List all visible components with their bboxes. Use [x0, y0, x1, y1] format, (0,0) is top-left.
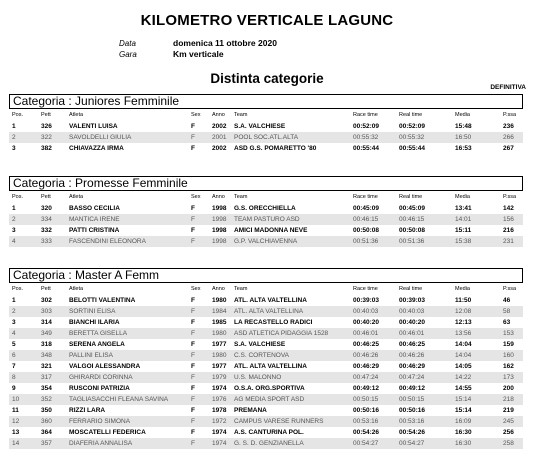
cell-anno: 2001	[212, 134, 227, 141]
cell-punti: 258	[503, 440, 514, 447]
column-header-punti: P.ssa	[503, 112, 517, 118]
cell-pos: 2	[12, 134, 16, 141]
cell-pos: 1	[12, 123, 16, 130]
cell-atleta: GHIRARDI CORINNA	[69, 374, 133, 381]
cell-punti: 173	[503, 374, 514, 381]
cell-sex: F	[191, 297, 195, 304]
table-row	[9, 339, 523, 350]
cell-pos: 6	[12, 352, 16, 359]
cell-race: 00:47:24	[353, 374, 379, 381]
cell-anno: 1974	[212, 385, 227, 392]
cell-race: 00:55:44	[353, 145, 380, 152]
table-row	[9, 416, 523, 427]
table-row	[9, 438, 523, 449]
cell-media: 14:05	[455, 363, 472, 370]
cell-punti: 219	[503, 407, 514, 414]
cell-race: 00:46:25	[353, 341, 380, 348]
cell-pos: 3	[12, 145, 16, 152]
cell-pos: 4	[12, 238, 16, 245]
cell-anno: 1984	[212, 308, 227, 315]
cell-race: 00:53:16	[353, 418, 379, 425]
cell-atleta: RUSCONI PATRIZIA	[69, 385, 130, 392]
cell-pos: 9	[12, 385, 16, 392]
cell-pett: 382	[41, 145, 52, 152]
table-row	[9, 350, 523, 361]
cell-team: C.S. CORTENOVA	[234, 352, 290, 359]
cell-real: 00:39:03	[399, 297, 426, 304]
table-row	[9, 132, 523, 143]
cell-sex: F	[191, 341, 195, 348]
cell-punti: 153	[503, 330, 514, 337]
column-header-sex: Sex	[191, 286, 201, 292]
cell-atleta: SORTINI ELISA	[69, 308, 116, 315]
cell-race: 00:55:32	[353, 134, 379, 141]
column-header-anno: Anno	[212, 194, 225, 200]
table-row	[9, 143, 523, 154]
table-row	[9, 295, 523, 306]
cell-race: 00:54:27	[353, 440, 379, 447]
cell-race: 00:46:29	[353, 363, 380, 370]
cell-team: POOL SOC.ATL.ALTA	[234, 134, 299, 141]
data-label: Data	[119, 39, 136, 48]
cell-sex: F	[191, 330, 195, 337]
table-row	[9, 383, 523, 394]
cell-pos: 1	[12, 205, 16, 212]
column-header-real: Real time	[399, 286, 423, 292]
cell-punti: 58	[503, 308, 511, 315]
cell-atleta: BELOTTI VALENTINA	[69, 297, 136, 304]
cell-anno: 1979	[212, 374, 227, 381]
cell-anno: 1978	[212, 407, 227, 414]
cell-media: 13:41	[455, 205, 472, 212]
cell-team: AG MEDIA SPORT ASD	[234, 396, 305, 403]
cell-atleta: FERRARIO SIMONA	[69, 418, 131, 425]
cell-pett: 333	[41, 238, 52, 245]
cell-punti: 236	[503, 123, 514, 130]
column-header-pett: Pett	[41, 194, 51, 200]
cell-media: 14:01	[455, 216, 472, 223]
cell-race: 00:45:09	[353, 205, 380, 212]
cell-media: 16:30	[455, 429, 472, 436]
cell-real: 00:51:36	[399, 238, 425, 245]
column-header-atleta: Atleta	[69, 194, 84, 200]
cell-atleta: PATTI CRISTINA	[69, 227, 120, 234]
column-header-row	[9, 111, 523, 120]
cell-sex: F	[191, 418, 195, 425]
table-row	[9, 236, 523, 247]
cell-real: 00:50:16	[399, 407, 426, 414]
cell-real: 00:55:32	[399, 134, 425, 141]
cell-team: ATL. ALTA VALTELLINA	[234, 363, 307, 370]
cell-anno: 1998	[212, 238, 227, 245]
cell-pos: 10	[12, 396, 20, 403]
cell-race: 00:40:03	[353, 308, 379, 315]
cell-race: 00:39:03	[353, 297, 380, 304]
cell-atleta: CHIAVAZZA IRMA	[69, 145, 124, 152]
cell-pett: 318	[41, 341, 52, 348]
cell-pos: 12	[12, 418, 20, 425]
cell-media: 16:09	[455, 418, 472, 425]
cell-punti: 256	[503, 429, 514, 436]
cell-race: 00:46:01	[353, 330, 379, 337]
cell-real: 00:40:03	[399, 308, 425, 315]
cell-media: 14:22	[455, 374, 472, 381]
cell-real: 00:55:44	[399, 145, 426, 152]
cell-sex: F	[191, 363, 195, 370]
definitiva-label: DEFINITIVA	[490, 84, 526, 91]
cell-anno: 1980	[212, 330, 227, 337]
table-row	[9, 427, 523, 438]
cell-sex: F	[191, 440, 195, 447]
cell-media: 16:30	[455, 440, 472, 447]
column-header-pos: Pos.	[12, 286, 24, 292]
cell-team: ASD ATLETICA PIDAGGIA 1528	[234, 330, 329, 337]
cell-media: 14:04	[455, 352, 472, 359]
cell-real: 00:53:16	[399, 418, 425, 425]
cell-atleta: BERETTA GISELLA	[69, 330, 128, 337]
cell-team: PREMANA	[234, 407, 267, 414]
cell-real: 00:46:29	[399, 363, 426, 370]
cell-media: 12:13	[455, 319, 472, 326]
table-row	[9, 306, 523, 317]
cell-pos: 14	[12, 440, 20, 447]
gara-value: Km verticale	[173, 49, 224, 59]
cell-sex: F	[191, 407, 195, 414]
cell-media: 14:55	[455, 385, 472, 392]
cell-atleta: FASCENDINI ELEONORA	[69, 238, 146, 245]
cell-pos: 1	[12, 297, 16, 304]
cell-sex: F	[191, 145, 195, 152]
cell-real: 00:46:26	[399, 352, 425, 359]
cell-atleta: SERENA ANGELA	[69, 341, 125, 348]
cell-atleta: DIAFERIA ANNALISA	[69, 440, 133, 447]
column-header-media: Media	[455, 194, 470, 200]
table-row	[9, 361, 523, 372]
cell-media: 15:48	[455, 123, 472, 130]
cell-pos: 8	[12, 374, 16, 381]
cell-pos: 7	[12, 363, 16, 370]
cell-team: O.S.A. ORG.SPORTIVA	[234, 385, 305, 392]
data-value: domenica 11 ottobre 2020	[173, 38, 277, 48]
cell-real: 00:46:01	[399, 330, 425, 337]
cell-pett: 357	[41, 440, 52, 447]
cell-atleta: MOSCATELLI FEDERICA	[69, 429, 146, 436]
cell-media: 15:38	[455, 238, 472, 245]
column-header-race: Race time	[353, 112, 378, 118]
cell-sex: F	[191, 123, 195, 130]
cell-team: S.A. VALCHIESE	[234, 123, 286, 130]
cell-race: 00:50:16	[353, 407, 380, 414]
cell-anno: 1980	[212, 352, 227, 359]
cell-pett: 349	[41, 330, 52, 337]
cell-media: 15:14	[455, 407, 472, 414]
cell-pos: 5	[12, 341, 16, 348]
cell-anno: 2002	[212, 145, 227, 152]
cell-real: 00:50:08	[399, 227, 426, 234]
cell-real: 00:49:12	[399, 385, 426, 392]
column-header-atleta: Atleta	[69, 286, 84, 292]
column-header-team: Team	[234, 194, 248, 200]
cell-team: TEAM PASTURO ASD	[234, 216, 300, 223]
cell-atleta: VALENTI LUISA	[69, 123, 118, 130]
cell-pos: 4	[12, 330, 16, 337]
category-header: Categoria : Juniores Femminile	[9, 94, 523, 109]
column-header-pett: Pett	[41, 112, 51, 118]
cell-real: 00:54:26	[399, 429, 426, 436]
cell-punti: 245	[503, 418, 514, 425]
cell-pos: 11	[12, 407, 19, 414]
cell-punti: 160	[503, 352, 514, 359]
cell-team: U.S. MALONNO	[234, 374, 282, 381]
column-header-pett: Pett	[41, 286, 51, 292]
column-header-punti: P.ssa	[503, 194, 517, 200]
column-header-race: Race time	[353, 286, 378, 292]
cell-race: 00:51:36	[353, 238, 379, 245]
cell-real: 00:46:25	[399, 341, 426, 348]
cell-real: 00:46:15	[399, 216, 425, 223]
cell-pett: 348	[41, 352, 52, 359]
cell-anno: 1980	[212, 297, 227, 304]
cell-punti: 156	[503, 216, 514, 223]
column-header-anno: Anno	[212, 286, 225, 292]
cell-race: 00:46:15	[353, 216, 379, 223]
column-header-real: Real time	[399, 194, 423, 200]
cell-pos: 2	[12, 216, 16, 223]
cell-sex: F	[191, 308, 195, 315]
column-header-real: Real time	[399, 112, 423, 118]
column-header-media: Media	[455, 286, 470, 292]
cell-real: 00:47:24	[399, 374, 425, 381]
table-row	[9, 225, 523, 236]
cell-sex: F	[191, 352, 195, 359]
cell-pett: 332	[41, 227, 52, 234]
cell-team: AMICI MADONNA NEVE	[234, 227, 308, 234]
cell-race: 00:46:26	[353, 352, 379, 359]
cell-punti: 231	[503, 238, 514, 245]
cell-atleta: PALLINI ELISA	[69, 352, 113, 359]
cell-anno: 2002	[212, 123, 227, 130]
cell-atleta: SAVOLDELLI GIULIA	[69, 134, 132, 141]
table-row	[9, 203, 523, 214]
cell-punti: 200	[503, 385, 514, 392]
cell-atleta: BASSO CECILIA	[69, 205, 120, 212]
table-row	[9, 121, 523, 132]
cell-race: 00:52:09	[353, 123, 380, 130]
cell-pett: 322	[41, 134, 52, 141]
cell-pett: 352	[41, 396, 52, 403]
cell-punti: 142	[503, 205, 514, 212]
column-header-sex: Sex	[191, 112, 201, 118]
cell-sex: F	[191, 374, 195, 381]
cell-media: 15:14	[455, 396, 472, 403]
cell-pett: 314	[41, 319, 52, 326]
cell-race: 00:50:08	[353, 227, 380, 234]
cell-pett: 360	[41, 418, 52, 425]
cell-anno: 1972	[212, 418, 227, 425]
cell-anno: 1977	[212, 363, 227, 370]
cell-team: CAMPUS VARESE RUNNERS	[234, 418, 324, 425]
column-header-row	[9, 285, 523, 294]
cell-punti: 159	[503, 341, 514, 348]
cell-sex: F	[191, 238, 195, 245]
table-row	[9, 214, 523, 225]
gara-label: Gara	[119, 50, 137, 59]
cell-race: 00:54:26	[353, 429, 380, 436]
cell-real: 00:45:09	[399, 205, 426, 212]
table-row	[9, 372, 523, 383]
cell-team: LA RECASTELLO RADICI	[234, 319, 313, 326]
cell-team: G.S. ORECCHIELLA	[234, 205, 296, 212]
column-header-atleta: Atleta	[69, 112, 84, 118]
table-row	[9, 317, 523, 328]
cell-pos: 3	[12, 319, 16, 326]
cell-pett: 320	[41, 205, 52, 212]
cell-punti: 162	[503, 363, 514, 370]
cell-media: 14:04	[455, 341, 472, 348]
column-header-sex: Sex	[191, 194, 201, 200]
cell-team: ATL. ALTA VALTELLINA	[234, 308, 304, 315]
cell-team: ASD G.S. POMARETTO '80	[234, 145, 317, 152]
cell-atleta: RIZZI LARA	[69, 407, 106, 414]
table-row	[9, 394, 523, 405]
cell-pett: 334	[41, 216, 52, 223]
category-header: Categoria : Master A Femm	[9, 268, 523, 283]
cell-media: 13:56	[455, 330, 472, 337]
column-header-pos: Pos.	[12, 194, 24, 200]
cell-punti: 63	[503, 319, 511, 326]
cell-atleta: MANTICA IRENE	[69, 216, 120, 223]
cell-sex: F	[191, 429, 195, 436]
cell-race: 00:40:20	[353, 319, 380, 326]
cell-real: 00:54:27	[399, 440, 425, 447]
cell-punti: 216	[503, 227, 514, 234]
cell-team: A.S. CANTURINA POL.	[234, 429, 304, 436]
cell-pett: 321	[41, 363, 52, 370]
cell-sex: F	[191, 385, 195, 392]
cell-media: 12:08	[455, 308, 472, 315]
cell-team: ATL. ALTA VALTELLINA	[234, 297, 307, 304]
cell-anno: 1985	[212, 319, 227, 326]
cell-sex: F	[191, 134, 195, 141]
cell-atleta: BIANCHI ILARIA	[69, 319, 120, 326]
cell-pett: 350	[41, 407, 52, 414]
report-title: KILOMETRO VERTICALE LAGUNC	[140, 12, 394, 29]
column-header-team: Team	[234, 112, 248, 118]
cell-pett: 326	[41, 123, 52, 130]
cell-media: 15:11	[455, 227, 472, 234]
category-header: Categoria : Promesse Femminile	[9, 176, 523, 191]
cell-punti: 218	[503, 396, 514, 403]
cell-real: 00:50:15	[399, 396, 425, 403]
cell-race: 00:49:12	[353, 385, 380, 392]
cell-team: G.P. VALCHIAVENNA	[234, 238, 298, 245]
cell-sex: F	[191, 227, 195, 234]
cell-anno: 1976	[212, 396, 227, 403]
cell-pett: 354	[41, 385, 52, 392]
cell-sex: F	[191, 396, 195, 403]
cell-pett: 302	[41, 297, 52, 304]
column-header-pos: Pos.	[12, 112, 24, 118]
column-header-team: Team	[234, 286, 248, 292]
cell-pos: 13	[12, 429, 20, 436]
cell-punti: 46	[503, 297, 511, 304]
cell-sex: F	[191, 319, 195, 326]
cell-sex: F	[191, 205, 195, 212]
cell-anno: 1998	[212, 227, 227, 234]
cell-anno: 1974	[212, 440, 227, 447]
column-header-media: Media	[455, 112, 470, 118]
cell-anno: 1998	[212, 216, 227, 223]
cell-team: S.A. VALCHIESE	[234, 341, 286, 348]
column-header-row	[9, 193, 523, 202]
cell-pett: 364	[41, 429, 52, 436]
cell-anno: 1974	[212, 429, 227, 436]
column-header-anno: Anno	[212, 112, 225, 118]
cell-atleta: VALGOI ALESSANDRA	[69, 363, 141, 370]
cell-media: 11:50	[455, 297, 472, 304]
cell-race: 00:50:15	[353, 396, 379, 403]
table-row	[9, 328, 523, 339]
cell-sex: F	[191, 216, 195, 223]
page-subtitle: Distinta categorie	[210, 71, 324, 86]
cell-punti: 266	[503, 134, 514, 141]
column-header-punti: P.ssa	[503, 286, 517, 292]
cell-pos: 2	[12, 308, 16, 315]
column-header-race: Race time	[353, 194, 378, 200]
cell-pos: 3	[12, 227, 16, 234]
cell-team: G. S. D. GENZIANELLA	[234, 440, 304, 447]
cell-anno: 1977	[212, 341, 227, 348]
cell-real: 00:40:20	[399, 319, 426, 326]
cell-pett: 317	[41, 374, 52, 381]
cell-pett: 303	[41, 308, 52, 315]
cell-real: 00:52:09	[399, 123, 426, 130]
cell-media: 16:53	[455, 145, 472, 152]
cell-atleta: TAGLIASACCHI FLEANA SAVINA	[69, 396, 169, 403]
table-row	[9, 405, 523, 416]
cell-anno: 1998	[212, 205, 227, 212]
cell-punti: 267	[503, 145, 514, 152]
cell-media: 16:50	[455, 134, 472, 141]
